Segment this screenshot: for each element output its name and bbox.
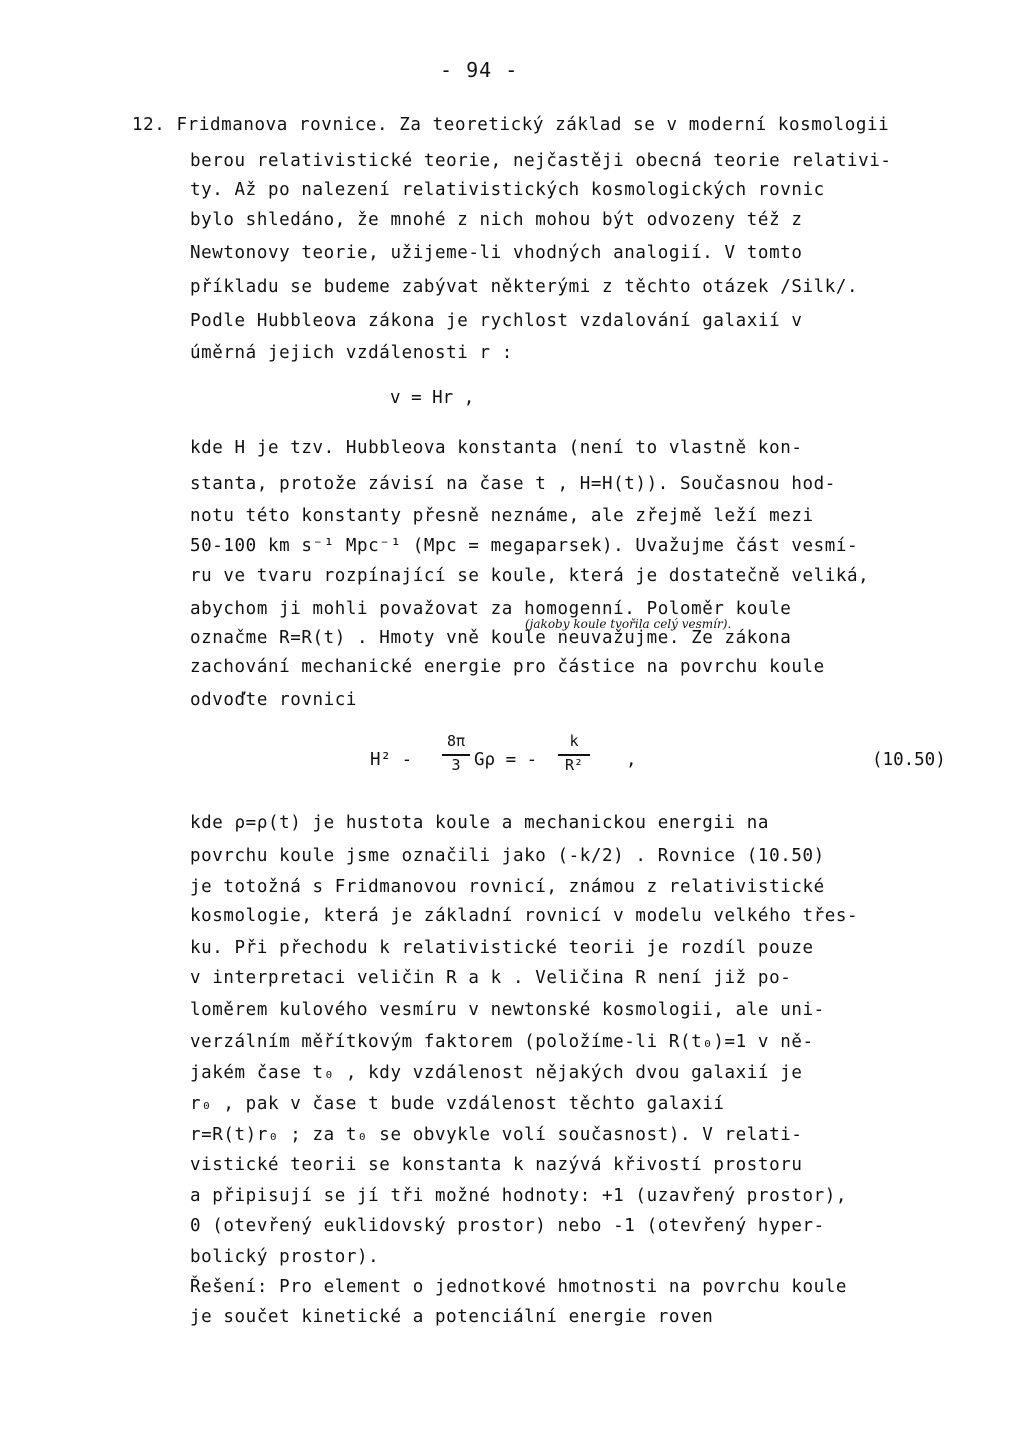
text-line: loměrem kulového vesmíru v newtonské kosmologii, ale uni-: [190, 1000, 825, 1020]
eq-g-rho: Gρ = -: [474, 750, 538, 770]
text-line: ru ve tvaru rozpínající se koule, která je dostatečně veliká,: [190, 566, 870, 586]
text-line: příkladu se budeme zabývat některými z těchto otázek /Silk/.: [190, 277, 859, 297]
text-line: ku. Při přechodu k relativistické teorii je rozdíl pouze: [190, 938, 814, 958]
problem-heading-line: 12. Fridmanova rovnice. Za teoretický základ se v moderní kosmologii: [132, 115, 890, 135]
page-number: - 94 -: [440, 58, 519, 82]
text-line: povrchu koule jsme označili jako (-k/2) . Rovnice (10.50): [190, 846, 825, 866]
text-line: bolický prostor).: [190, 1247, 380, 1267]
text-line: je součet kinetické a potenciální energie roven: [190, 1307, 714, 1327]
eq-coef-denominator: 3: [451, 756, 461, 774]
text-line: berou relativistické teorie, nejčastěji obecná teorie relativi-: [190, 151, 892, 171]
text-line: ty. Až po nalezení relativistických kosmologických rovnic: [190, 180, 825, 200]
text-line: kde ρ=ρ(t) je hustota koule a mechanickou energii na: [190, 813, 770, 833]
eq-comma: ,: [626, 750, 637, 770]
text-line: stanta, protože závisí na čase t , H=H(t)). Současnou hod-: [190, 474, 836, 494]
text-line: abychom ji mohli považovat za homogenní. Poloměr koule: [190, 599, 792, 619]
solution-line: Řešení: Pro element o jednotkové hmotnosti na povrchu koule: [190, 1277, 848, 1297]
text-line: r=R(t)r₀ ; za t₀ se obvykle volí současnost). V relati-: [190, 1125, 803, 1145]
eq-h-squared: H² -: [370, 750, 413, 770]
friedmann-equation: [370, 732, 1000, 792]
text-line: 0 (otevřený euklidovský prostor) nebo -1 (otevřený hyper-: [190, 1216, 825, 1236]
text-line: Newtonovy teorie, užijeme-li vhodných analogií. V tomto: [190, 243, 803, 263]
equation-number: (10.50): [872, 750, 946, 770]
text-line: zachování mechanické energie pro částice na povrchu koule: [190, 657, 825, 677]
text-line: úměrná jejich vzdálenosti r :: [190, 343, 513, 363]
text-line: a připisují se jí tři možné hodnoty: +1 (uzavřený prostor),: [190, 1186, 848, 1206]
text-line: kde H je tzv. Hubbleova konstanta (není to vlastně kon-: [190, 438, 803, 458]
text-line: notu této konstanty přesně neznáme, ale zřejmě leží mezi: [190, 506, 814, 526]
eq-coef-numerator: 8π: [446, 732, 466, 750]
text-line: kosmologie, která je základní rovnicí v modelu velkého třes-: [190, 906, 859, 926]
text-line: odvoďte rovnici: [190, 690, 358, 710]
text-line: verzálním měřítkovým faktorem (položíme-li R(t₀)=1 v ně-: [190, 1032, 814, 1052]
text-line: Podle Hubbleova zákona je rychlost vzdalování galaxií v: [190, 311, 803, 331]
text-line: označme R=R(t) . Hmoty vně koule neuvažujme. Ze zákona: [190, 628, 792, 648]
eq-k-denominator: R²: [564, 756, 584, 774]
text-line: je totožná s Fridmanovou rovnicí, známou z relativistické: [190, 877, 825, 897]
hubble-equation: v = Hr ,: [390, 388, 475, 408]
text-line: bylo shledáno, že mnohé z nich mohou být odvozeny též z: [190, 210, 803, 230]
handwritten-note: (jakoby koule tvořila celý vesmír).: [525, 617, 732, 631]
text-line: r₀ , pak v čase t bude vzdálenost těchto galaxií: [190, 1094, 725, 1114]
text-line: 50-100 km s⁻¹ Mpc⁻¹ (Mpc = megaparsek). Uvažujme část vesmí-: [190, 536, 859, 556]
text-line: jakém čase t₀ , kdy vzdálenost nějakých dvou galaxií je: [190, 1063, 803, 1083]
text-line: v interpretaci veličin R a k . Veličina R není již po-: [190, 968, 792, 988]
text-line: vistické teorii se konstanta k nazývá křivostí prostoru: [190, 1155, 803, 1175]
eq-k-numerator: k: [569, 732, 579, 750]
